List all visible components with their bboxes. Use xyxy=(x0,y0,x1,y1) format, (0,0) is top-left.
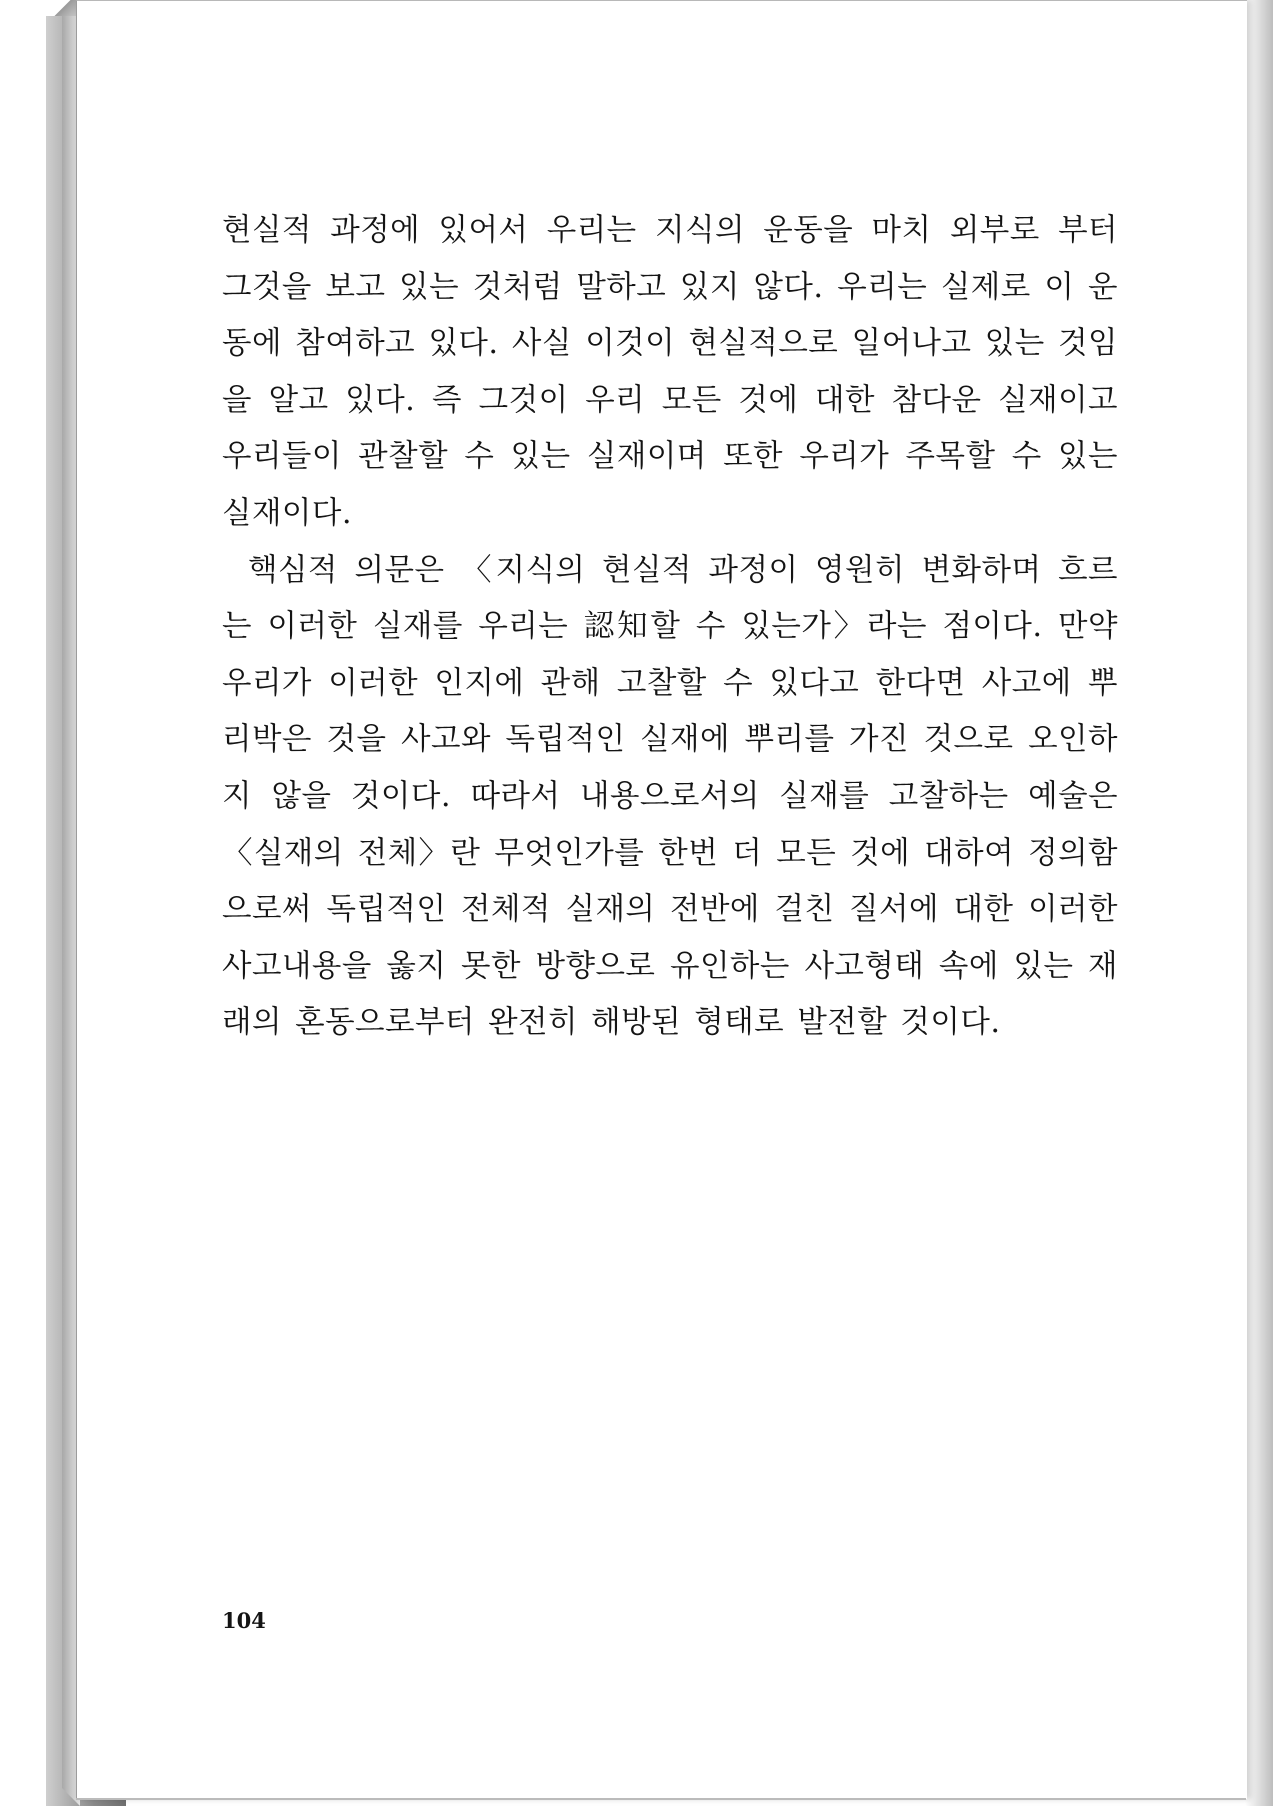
body-text xyxy=(222,203,1118,1052)
paragraph-1: 현실적 과정에 있어서 우리는 지식의 운동을 마치 외부로 부터 그것을 보고 있는 것처럼 말하고 있지 않다. 우리는 실제로 이 운동에 참여하고 있다. 사실 이것이 현실적으로 일어나고 있는 것임을 알고 있다. 즉 그것이 우리 모든 것에 대한 참다운 실재이고 우리들이 관찰할 수 있는 실재이며 또한 우리가 주목할 수 있는 실재이다. xyxy=(222,213,1118,531)
page-corner xyxy=(46,0,80,16)
page-number: 104 xyxy=(222,1608,266,1633)
paragraph-2: 핵심적 의문은 〈지식의 현실적 과정이 영원히 변화하며 흐르는 이러한 실재를 우리는 認知할 수 있는가〉라는 점이다. 만약 우리가 이러한 인지에 관해 고찰할 수 있다고 한다면 사고에 뿌리박은 것을 사고와 독립적인 실재에 뿌리를 가진 것으로 오인하지 않을 것이다. 따라서 내용으로서의 실재를 고찰하는 예술은 〈실재의 전체〉란 무엇인가를 한번 더 모든 것에 대하여 정의함으로써 독립적인 전체적 실재의 전반에 걸친 질서에 대한 이러한 사고내용을 옳지 못한 방향으로 유인하는 사고형태 속에 있는 재래의 혼동으로부터 완전히 해방된 형태로 발전할 것이다. xyxy=(222,552,1118,1041)
page-bottom-edge xyxy=(76,1798,1246,1800)
right-page-shadow xyxy=(1245,0,1273,1806)
